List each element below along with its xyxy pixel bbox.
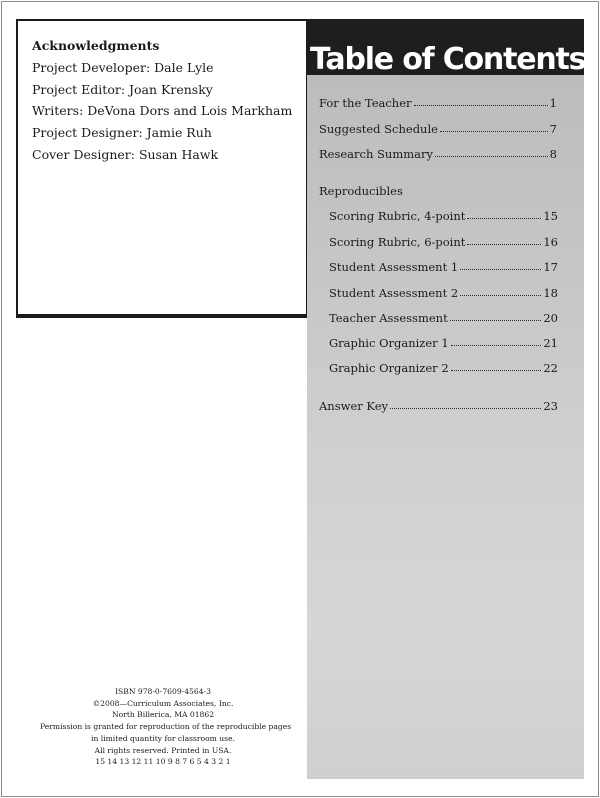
toc-entry-label: Answer Key <box>319 399 388 413</box>
dot-leader <box>467 236 541 245</box>
address-line: North Billerica, MA 01862 <box>111 710 215 720</box>
credit-cover-designer: Cover Designer: Susan Hawk <box>32 147 219 162</box>
isbn-line: ISBN 978-0-7609-4564-3 <box>115 687 211 696</box>
credit-project-developer: Project Developer: Dale Lyle <box>32 60 214 75</box>
acknowledgments-heading: Acknowledgments <box>32 38 160 53</box>
dot-leader <box>451 362 542 371</box>
toc-entry-label: Graphic Organizer 1 <box>329 336 449 350</box>
dot-leader <box>467 210 541 219</box>
toc-entry <box>329 336 558 350</box>
toc-entry <box>329 235 558 249</box>
dot-leader <box>440 123 548 132</box>
dot-leader <box>414 97 548 106</box>
reproducibles-heading: Reproducibles <box>319 184 403 198</box>
dot-leader <box>460 261 541 270</box>
copyright-block <box>40 686 292 768</box>
toc-entry-label: Suggested Schedule <box>319 122 438 136</box>
toc-entry-page: 23 <box>543 399 558 413</box>
toc-entry <box>329 311 558 325</box>
toc-entry-answer-key <box>319 399 558 413</box>
toc-entry-page: 7 <box>549 122 557 136</box>
toc-entry-page: 1 <box>549 96 557 110</box>
credit-writers: Writers: DeVona Dors and Lois Markham <box>32 103 293 118</box>
dot-leader <box>451 337 542 346</box>
toc-entry <box>329 361 558 375</box>
copyright-line: ©2008—Curriculum Associates, Inc. <box>92 698 234 708</box>
toc-entry-label: Research Summary <box>319 147 433 161</box>
rights-line: All rights reserved. Printed in USA. <box>94 745 232 755</box>
toc-entry-page: 15 <box>543 209 558 223</box>
toc-entry-page: 21 <box>543 336 558 350</box>
toc-entry <box>329 260 558 274</box>
toc-entry-page: 20 <box>543 311 558 325</box>
toc-entry-label: Scoring Rubric, 4-point <box>329 209 466 223</box>
toc-entry-label: Student Assessment 2 <box>329 286 459 300</box>
toc-title: Table of Contents <box>310 42 586 77</box>
dot-leader <box>450 312 542 321</box>
permission-line-2: in limited quantity for classroom use. <box>91 733 235 743</box>
toc-entry-page: 18 <box>543 286 558 300</box>
credit-project-editor: Project Editor: Joan Krensky <box>32 82 213 97</box>
toc-entry-label: Scoring Rubric, 6-point <box>329 235 466 249</box>
dot-leader <box>390 400 541 409</box>
dot-leader <box>460 287 541 296</box>
acknowledgments-box <box>16 19 308 318</box>
toc-entry-page: 22 <box>543 361 558 375</box>
toc-entry-page: 17 <box>543 260 558 274</box>
toc-entry-label: Graphic Organizer 2 <box>329 361 449 375</box>
toc-entry-label: For the Teacher <box>319 96 412 110</box>
toc-entry-page: 16 <box>543 235 558 249</box>
toc-entry-page: 8 <box>549 147 557 161</box>
toc-entry <box>329 286 558 300</box>
toc-entry <box>319 96 557 110</box>
dot-leader <box>435 148 548 157</box>
toc-entry-label: Student Assessment 1 <box>329 260 459 274</box>
permission-line: Permission is granted for reproduction of the reproducible pages <box>40 722 292 732</box>
printing-line: 15 14 13 12 11 10 9 8 7 6 5 4 3 2 1 <box>95 757 231 767</box>
toc-entry <box>319 147 557 161</box>
credit-project-designer: Project Designer: Jamie Ruh <box>32 125 212 140</box>
toc-entry <box>319 122 557 136</box>
toc-entry <box>329 209 558 223</box>
toc-entry-label: Teacher Assessment <box>329 311 448 325</box>
